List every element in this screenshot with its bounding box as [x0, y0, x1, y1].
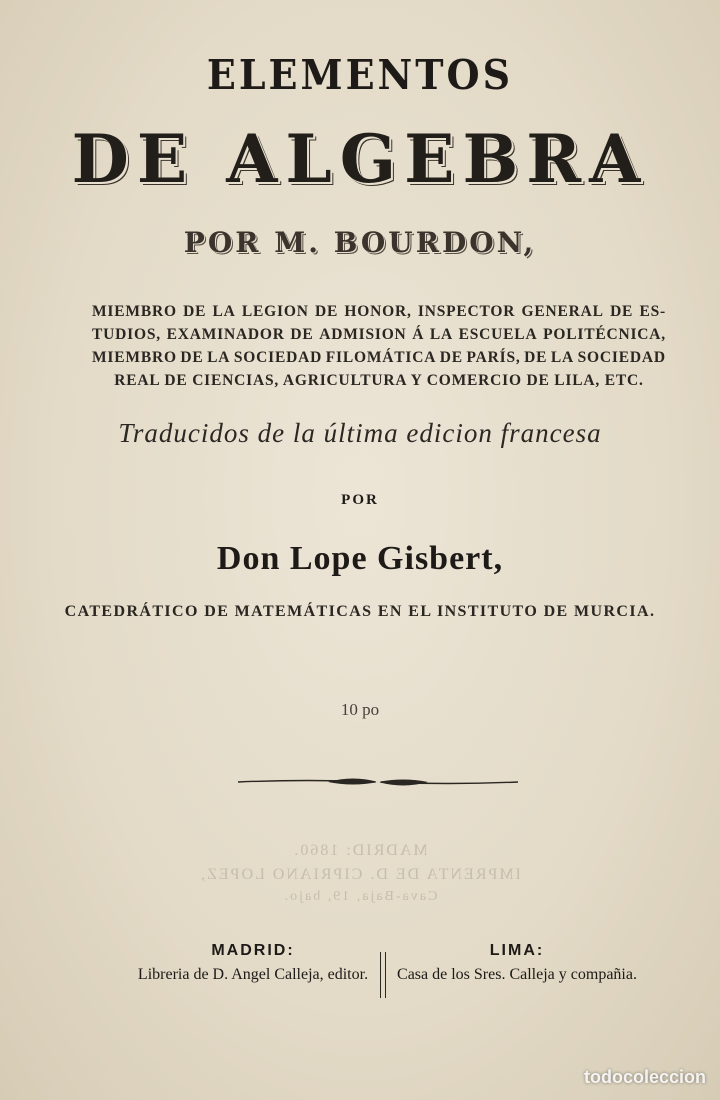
- credential-word: ESCUELA: [458, 326, 538, 343]
- credential-word: SOCIEDAD: [233, 349, 323, 366]
- credential-word: INSPECTOR: [417, 303, 516, 320]
- author-credentials: [92, 300, 666, 392]
- credential-word: POLITÉCNICA,: [543, 326, 666, 343]
- credential-word: MIEMBRO: [92, 303, 177, 320]
- imprint-divider: [380, 952, 386, 998]
- bleed-through-line-2: IMPRENTA DE D. CIPRIANO LOPEZ,: [199, 866, 521, 883]
- credential-word: Á: [412, 326, 425, 343]
- title-line-2: DE ALGEBRA: [71, 120, 649, 198]
- author-line: POR M. BOURDON,: [183, 226, 537, 259]
- credential-word: FILOMÁTICA: [325, 349, 437, 366]
- bleed-through-line-1: MADRID: 1860.: [292, 842, 428, 859]
- imprint-lima-address: Casa de los Sres. Calleja y compañia.: [397, 966, 637, 983]
- credential-word: DE: [183, 303, 207, 320]
- credential-word: DE: [315, 303, 339, 320]
- ornament-rule-icon: [238, 772, 518, 792]
- credential-word: DE: [290, 326, 314, 343]
- credentials-line-4: REAL DE CIENCIAS, AGRICULTURA Y COMERCIO DE LILA, ETC.: [114, 372, 644, 389]
- credential-word: LA: [429, 326, 453, 343]
- imprint-madrid-city: MADRID:: [211, 942, 295, 959]
- imprint-lima: [392, 942, 642, 984]
- credential-word: DE: [610, 303, 634, 320]
- credential-word: DE: [439, 349, 463, 366]
- credential-word: GENERAL: [521, 303, 604, 320]
- credential-word: LEGION: [241, 303, 309, 320]
- credential-word: LA: [212, 303, 236, 320]
- imprint-lima-city: LIMA:: [489, 942, 545, 959]
- credential-word: MIEMBRO: [92, 349, 177, 366]
- bleed-through-line-3: Cava-Baja, 19, bajo.: [282, 889, 438, 904]
- title-line-1: ELEMENTOS: [206, 50, 514, 99]
- credential-word: ES-: [639, 303, 666, 320]
- translator-title: CATEDRÁTICO DE MATEMÁTICAS EN EL INSTITUTO DE MURCIA.: [64, 603, 656, 620]
- credential-word: LA: [550, 349, 575, 366]
- por-label: POR: [341, 492, 379, 508]
- imprint-madrid: [118, 942, 388, 984]
- credential-word: TUDIOS,: [92, 326, 161, 343]
- credentials-line-2: [92, 323, 666, 346]
- watermark: todocoleccion: [583, 1067, 706, 1087]
- imprint-madrid-address: Libreria de D. Angel Calleja, editor.: [137, 966, 369, 983]
- credential-word: ADMISION: [319, 326, 407, 343]
- translator-name: Don Lope Gisbert,: [216, 540, 504, 577]
- credential-word: LA: [207, 349, 231, 366]
- credentials-line-1: [92, 300, 666, 323]
- credential-word: PARÍS,: [466, 349, 521, 366]
- credential-word: HONOR,: [344, 303, 412, 320]
- credential-word: DE: [180, 349, 204, 366]
- credential-word: SOCIEDAD: [577, 349, 666, 366]
- handwritten-mark: 10 po: [340, 700, 380, 719]
- credential-word: EXAMINADOR: [166, 326, 285, 343]
- credentials-line-3: [92, 346, 666, 369]
- translation-note: Traducidos de la última edicion francesa: [118, 418, 602, 448]
- credential-word: DE: [524, 349, 548, 366]
